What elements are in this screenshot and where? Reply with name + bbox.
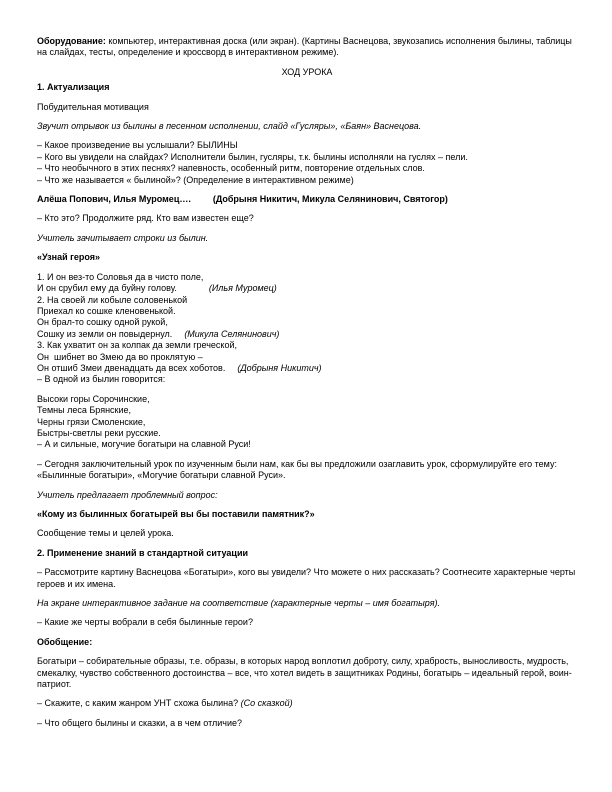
poem-line: Быстры-светлы реки русские.	[37, 427, 161, 438]
qa-line: – Что необычного в этих песнях? напевность, особенный ритм, повторение отдельных слов.	[37, 163, 425, 174]
qa-line: – Какое произведение вы услышали? БЫЛИНЫ	[37, 140, 238, 151]
equipment-text: компьютер, интерактивная доска (или экран). (Картины Васнецова, звукозапись исполнения былины, таблицы на слайдах, тесты, определение и кроссворд в интерактивном режиме).	[37, 36, 572, 58]
excerpt-line: 1. И он вез-то Соловья да в чисто поле,	[37, 271, 204, 282]
teacher-reads: Учитель зачитывает строки из былин.	[37, 232, 209, 243]
difference-question: – Что общего былины и сказки, а в чем отличие?	[37, 717, 243, 728]
hero-answer: (Добрыня Никитич)	[237, 362, 322, 373]
qa-list	[37, 140, 577, 186]
excerpt-line: Он брал-то сошку одной рукой,	[37, 317, 168, 328]
generalization-text: Богатыри – собирательные образы, т.е. образы, в которых народ воплотил доброту, силу, храбрость, выносливость, мудрость, смекалку, чувство собственного достоинства – все, что хотел видеть в защитниках Родины, богатырь – идеальный герой, воин-патриот.	[37, 656, 572, 690]
problem-question: «Кому из былинных богатырей вы бы поставили памятник?»	[37, 509, 315, 519]
heroes-row	[37, 194, 577, 205]
poem-line: – А и сильные, могучие богатыри на славной Руси!	[37, 439, 251, 450]
motivation-text: Побудительная мотивация	[37, 101, 149, 112]
section1-heading: 1. Актуализация	[37, 82, 110, 93]
heroes-right: (Добрыня Никитич, Микула Селянинович, Святогор)	[212, 194, 448, 205]
generalization-heading: Обобщение:	[37, 636, 93, 647]
problem-intro: Учитель предлагает проблемный вопрос:	[37, 489, 218, 500]
continue-question: – Кто это? Продолжите ряд. Кто вам известен еще?	[37, 213, 254, 224]
topic-prompt: – Сегодня заключительный урок по изученным были нам, как бы вы предложили озаглавить урок, сформулируйте его тему: «Былинные богатыри», «Могучие богатыри славной Руси».	[37, 458, 557, 481]
excerpt-line: Сошку из земли он повыдернул. (Микула Селянинович)	[37, 328, 280, 339]
excerpt-line: 3. Как ухватит он за колпак да земли греческой,	[37, 340, 237, 351]
excerpt-line: Он отшиб Змеи двенадцать да всех хоботов. (Добрыня Никитич)	[37, 362, 322, 373]
genre-answer: (Со сказкой)	[240, 698, 293, 709]
traits-question: – Какие же черты вобрали в себя былинные герои?	[37, 617, 253, 628]
painting-task: – Рассмотрите картину Васнецова «Богатыри», кого вы увидели? Что можете о них рассказать? Соотнесите характерные черты героев и их имена.	[37, 567, 576, 589]
document-page	[37, 36, 577, 737]
audio-instruction: Звучит отрывок из былины в песенном исполнении, слайд «Гусляры», «Баян» Васнецова.	[37, 121, 422, 132]
guess-hero-heading: «Узнай героя»	[37, 252, 100, 263]
excerpt-line: Он шибнет во Змею да во проклятую –	[37, 351, 203, 362]
excerpt-line: Приехал ко сошке кленовенькой.	[37, 305, 176, 316]
excerpts-list	[37, 272, 577, 386]
hero-answer: (Илья Муромец)	[208, 283, 277, 294]
genre-question: – Скажите, с каким жанром УНТ схожа былина? (Со сказкой)	[37, 698, 293, 709]
poem-line: Черны грязи Смоленские,	[37, 416, 146, 427]
qa-line: – Что же называется « былиной»? (Определение в интерактивном режиме)	[37, 174, 354, 185]
excerpt-line: 2. На своей ли кобыле соловенькой	[37, 294, 188, 305]
hero-answer: (Микула Селянинович)	[184, 328, 280, 339]
lesson-title: ХОД УРОКА	[281, 66, 333, 77]
excerpt-line: – В одной из былин говорится:	[37, 374, 166, 385]
heroes-left: Алёша Попович, Илья Муромец….	[37, 194, 191, 205]
goals-text: Сообщение темы и целей урока.	[37, 528, 174, 539]
poem-line: Темны леса Брянские,	[37, 405, 132, 416]
qa-line: – Кого вы увидели на слайдах? Исполнители былин, гусляры, т.к. былины исполняли на гуслях – пели.	[37, 151, 468, 162]
equipment-paragraph	[37, 36, 577, 59]
poem-block	[37, 394, 577, 451]
excerpt-line: И он срубил ему да буйну голову. (Илья Муромец)	[37, 283, 277, 294]
section2-heading: 2. Применение знаний в стандартной ситуации	[37, 547, 249, 558]
screen-task: На экране интерактивное задание на соответствие (характерные черты – имя богатыря).	[37, 598, 441, 609]
equipment-label: Оборудование:	[37, 36, 106, 46]
poem-line: Высоки горы Сорочинские,	[37, 393, 150, 404]
